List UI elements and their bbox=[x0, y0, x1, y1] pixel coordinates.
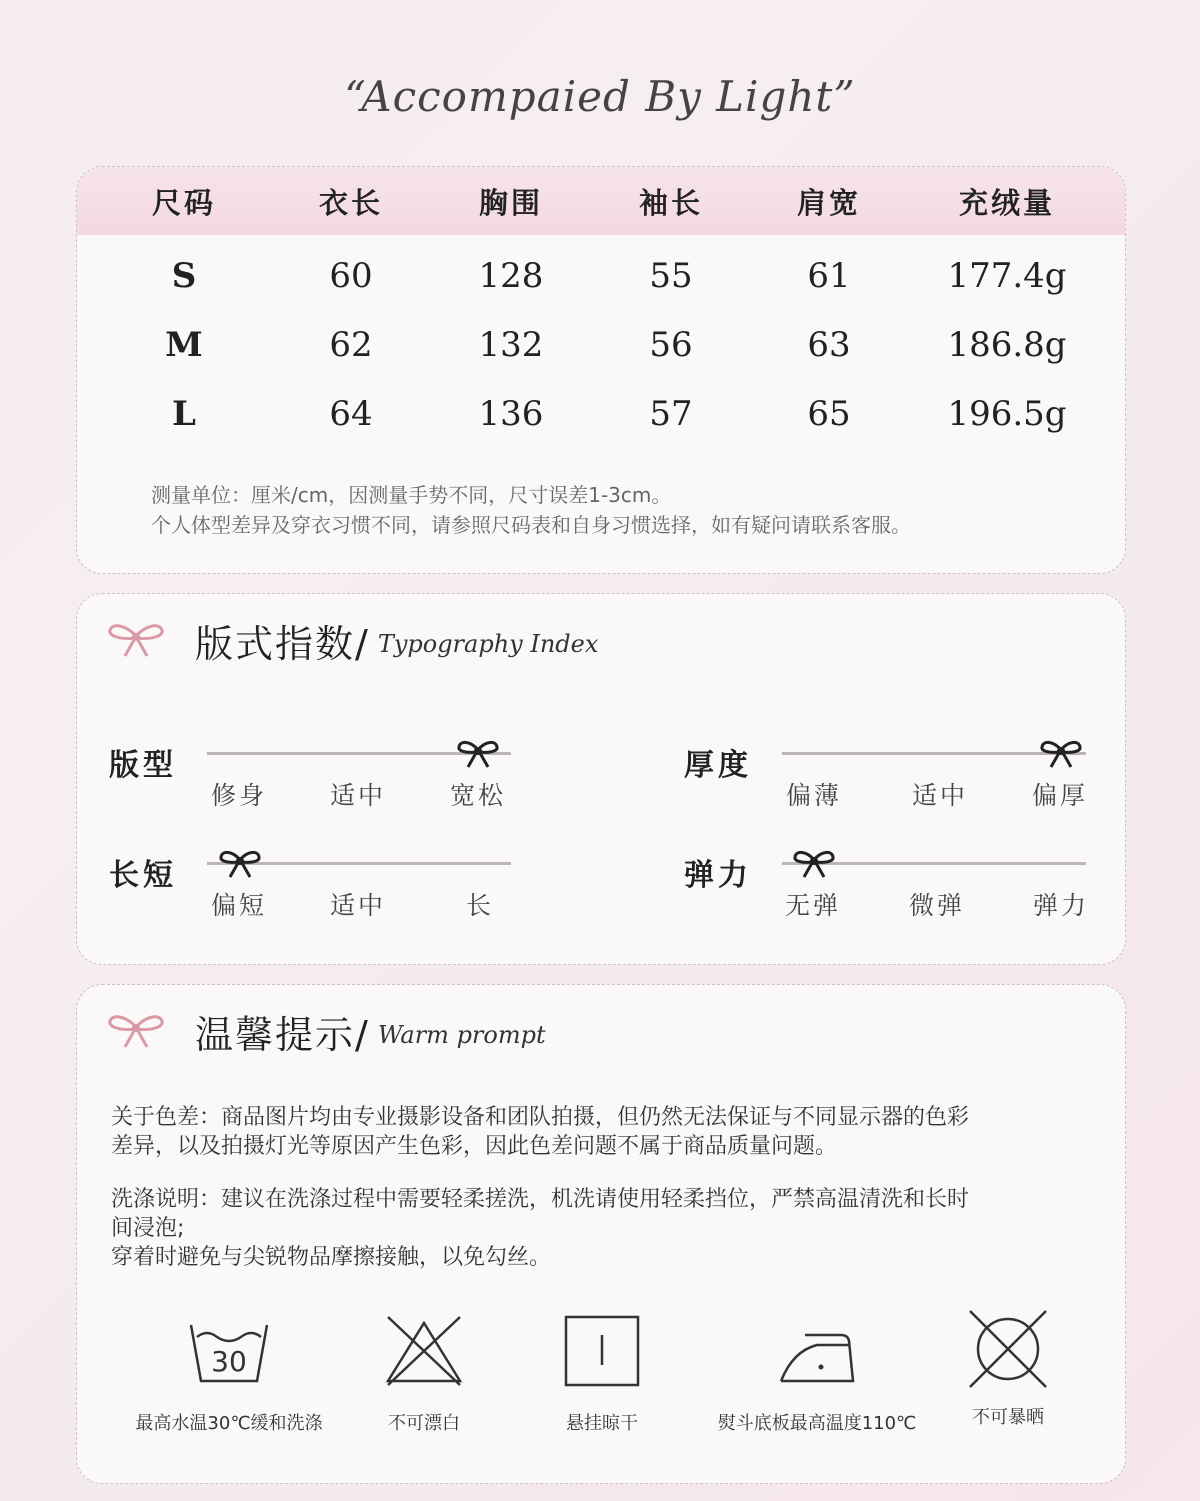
care-item bbox=[933, 1315, 1083, 1429]
table-cell: 55 bbox=[649, 255, 693, 296]
table-cell: 136 bbox=[478, 393, 544, 434]
size-table-header bbox=[77, 167, 1125, 235]
tip-line: 洗涤说明：建议在洗涤过程中需要轻柔搓洗，机洗请使用轻柔挡位，严禁高温清洗和长时 bbox=[111, 1187, 970, 1212]
care-label: 不可暴晒 bbox=[972, 1407, 1044, 1428]
gauge-option: 适中 bbox=[912, 781, 969, 810]
table-cell: 132 bbox=[478, 324, 544, 365]
measurement-note: 测量单位：厘米/cm，因测量手势不同，尺寸误差1-3cm。 bbox=[151, 483, 672, 507]
table-cell: 60 bbox=[329, 255, 373, 296]
gauge-option: 偏薄 bbox=[786, 781, 843, 810]
table-cell: 64 bbox=[329, 393, 373, 434]
table-cell: S bbox=[171, 255, 197, 296]
header-down-fill: 充绒量 bbox=[958, 185, 1055, 220]
bow-marker-icon bbox=[1040, 739, 1082, 769]
tip-line: 差异，以及拍摄灯光等原因产生色彩，因此色差问题不属于商品质量问题。 bbox=[111, 1134, 838, 1159]
page-title: “Accompaied By Light” bbox=[344, 72, 856, 121]
table-cell: 186.8g bbox=[947, 324, 1067, 365]
gauge-option: 适中 bbox=[330, 781, 387, 810]
no-sun-dry-icon bbox=[966, 1307, 1050, 1391]
tip-line: 穿着时避免与尖锐物品摩擦接触，以免勾丝。 bbox=[111, 1245, 552, 1270]
warm-prompt-heading: 温馨提示/ bbox=[195, 1012, 370, 1057]
table-cell: 63 bbox=[807, 324, 851, 365]
table-cell: L bbox=[172, 393, 196, 434]
wash-temperature: 30 bbox=[211, 1345, 247, 1378]
care-label: 最高水温30℃缓和洗涤 bbox=[135, 1413, 323, 1434]
care-item bbox=[527, 1315, 677, 1435]
header-size: 尺码 bbox=[151, 185, 216, 220]
care-item bbox=[129, 1315, 329, 1435]
fit-index-heading-en: Typography Index bbox=[377, 630, 599, 658]
wash-30-icon bbox=[187, 1315, 271, 1387]
table-cell: 196.5g bbox=[947, 393, 1067, 434]
ribbon-bow-icon bbox=[107, 620, 165, 660]
no-bleach-icon bbox=[382, 1315, 466, 1387]
gauge-label: 长短 bbox=[109, 858, 177, 893]
table-cell: 65 bbox=[807, 393, 851, 434]
warm-prompt-heading-en: Warm prompt bbox=[377, 1021, 546, 1049]
care-item bbox=[707, 1315, 927, 1435]
table-cell: 56 bbox=[649, 324, 693, 365]
table-row bbox=[77, 241, 1125, 310]
gauge-option: 偏短 bbox=[211, 891, 268, 920]
header-sleeve: 袖长 bbox=[638, 185, 703, 220]
table-row bbox=[77, 310, 1125, 379]
gauge-option: 偏厚 bbox=[1032, 781, 1089, 810]
table-cell: 61 bbox=[807, 255, 851, 296]
gauge-option: 修身 bbox=[211, 781, 268, 810]
gauge-label: 弹力 bbox=[684, 858, 752, 893]
table-cell: 128 bbox=[478, 255, 544, 296]
gauge-option: 长 bbox=[466, 891, 495, 920]
warm-prompt-card bbox=[76, 984, 1126, 1484]
gauge-option: 无弹 bbox=[785, 891, 842, 920]
bow-marker-icon bbox=[793, 849, 835, 879]
gauge-option: 宽松 bbox=[450, 781, 507, 810]
fit-index-card bbox=[76, 593, 1126, 965]
table-cell: 177.4g bbox=[947, 255, 1067, 296]
section-heading bbox=[107, 1005, 546, 1057]
size-table-card bbox=[76, 166, 1126, 574]
ribbon-bow-icon bbox=[107, 1011, 165, 1051]
header-length: 衣长 bbox=[318, 185, 383, 220]
gauge-option: 微弹 bbox=[909, 891, 966, 920]
care-item bbox=[349, 1315, 499, 1435]
fit-index-heading: 版式指数/ bbox=[195, 621, 370, 666]
care-label: 悬挂晾干 bbox=[566, 1413, 638, 1434]
care-label: 不可漂白 bbox=[388, 1413, 460, 1434]
gauge-label: 厚度 bbox=[684, 748, 752, 783]
header-chest: 胸围 bbox=[478, 185, 543, 220]
washing-note bbox=[111, 1185, 1091, 1272]
iron-low-icon bbox=[775, 1315, 859, 1387]
bow-marker-icon bbox=[219, 849, 261, 879]
bow-marker-icon bbox=[457, 739, 499, 769]
header-shoulder: 肩宽 bbox=[796, 185, 861, 220]
color-difference-note bbox=[111, 1103, 1091, 1161]
care-label: 熨斗底板最高温度110℃ bbox=[717, 1413, 917, 1434]
hang-dry-icon bbox=[560, 1315, 644, 1387]
tip-line: 间浸泡; bbox=[111, 1216, 185, 1241]
table-cell: 57 bbox=[649, 393, 693, 434]
gauge-label: 版型 bbox=[109, 748, 177, 783]
table-cell: M bbox=[165, 324, 203, 365]
gauge-option: 适中 bbox=[330, 891, 387, 920]
section-heading bbox=[107, 614, 598, 666]
table-cell: 62 bbox=[329, 324, 373, 365]
table-row bbox=[77, 379, 1125, 448]
tip-line: 关于色差：商品图片均由专业摄影设备和团队拍摄，但仍然无法保证与不同显示器的色彩 bbox=[111, 1105, 970, 1130]
fit-advice-note: 个人体型差异及穿衣习惯不同，请参照尺码表和自身习惯选择，如有疑问请联系客服。 bbox=[151, 513, 911, 537]
gauge-option: 弹力 bbox=[1033, 891, 1090, 920]
